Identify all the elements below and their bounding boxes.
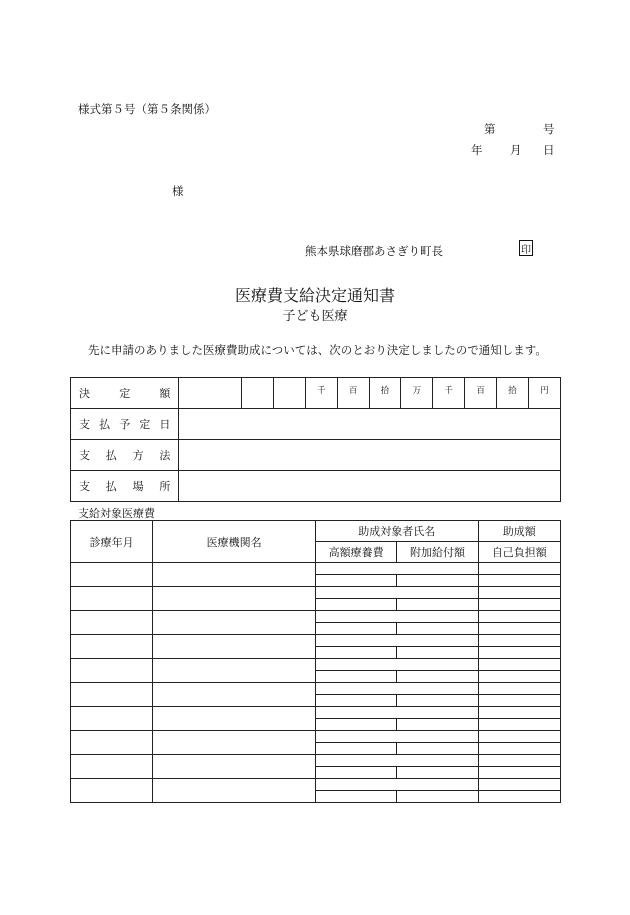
detail-additional-cell[interactable] — [397, 623, 478, 635]
amount-unit[interactable]: 百 — [465, 378, 497, 409]
details-body — [71, 563, 561, 803]
amount-unit[interactable]: 千 — [433, 378, 465, 409]
detail-recipient-cell[interactable] — [315, 563, 478, 575]
detail-institution-cell[interactable] — [153, 683, 316, 707]
detail-subsidy-cell[interactable] — [478, 563, 560, 575]
payment-method-value[interactable] — [179, 440, 561, 471]
detail-high-cost-cell[interactable] — [315, 575, 396, 587]
detail-high-cost-cell[interactable] — [315, 719, 396, 731]
detail-recipient-cell[interactable] — [315, 731, 478, 743]
decision-table — [70, 377, 561, 502]
amount-label: 決定額 — [71, 378, 179, 409]
detail-recipient-cell[interactable] — [315, 755, 478, 767]
detail-self-pay-cell[interactable] — [478, 623, 560, 635]
detail-high-cost-cell[interactable] — [315, 767, 396, 779]
detail-subsidy-cell[interactable] — [478, 611, 560, 623]
payment-method-label: 支払方法 — [71, 440, 179, 471]
detail-date-cell[interactable] — [71, 683, 153, 707]
amount-unit[interactable]: 拾 — [369, 378, 401, 409]
detail-row — [71, 755, 561, 767]
detail-recipient-cell[interactable] — [315, 635, 478, 647]
payment-method-row — [71, 440, 561, 471]
details-header-row — [71, 521, 561, 542]
detail-institution-cell[interactable] — [153, 779, 316, 803]
detail-self-pay-cell[interactable] — [478, 791, 560, 803]
document-subtitle: 子ども医療 — [282, 309, 348, 324]
detail-row — [71, 707, 561, 719]
form-number: 様式第５号（第５条関係） — [78, 102, 216, 116]
detail-institution-cell[interactable] — [153, 563, 316, 587]
detail-subsidy-cell[interactable] — [478, 779, 560, 791]
detail-row — [71, 683, 561, 695]
payment-place-value[interactable] — [179, 471, 561, 502]
detail-subsidy-cell[interactable] — [478, 635, 560, 647]
detail-subsidy-cell[interactable] — [478, 659, 560, 671]
detail-subsidy-cell[interactable] — [478, 707, 560, 719]
detail-self-pay-cell[interactable] — [478, 719, 560, 731]
detail-high-cost-cell[interactable] — [315, 743, 396, 755]
detail-additional-cell[interactable] — [397, 575, 478, 587]
detail-recipient-cell[interactable] — [315, 659, 478, 671]
amount-unit[interactable]: 拾 — [497, 378, 529, 409]
intro-text: 先に申請のありました医療費助成については、次のとおり決定しましたので通知します。 — [88, 343, 547, 357]
detail-institution-cell[interactable] — [153, 587, 316, 611]
amount-unit[interactable]: 百 — [337, 378, 369, 409]
detail-high-cost-cell[interactable] — [315, 623, 396, 635]
detail-high-cost-cell[interactable] — [315, 647, 396, 659]
detail-self-pay-cell[interactable] — [478, 575, 560, 587]
details-table — [70, 520, 561, 803]
col-date-header: 診療年月 — [71, 521, 153, 563]
col-recipient-header: 助成対象者氏名 — [315, 521, 478, 542]
detail-high-cost-cell[interactable] — [315, 671, 396, 683]
payment-place-row — [71, 471, 561, 502]
detail-additional-cell[interactable] — [397, 647, 478, 659]
amount-row — [71, 378, 561, 409]
detail-recipient-cell[interactable] — [315, 707, 478, 719]
amount-cell-blank[interactable] — [179, 378, 242, 409]
col-institution-header: 医療機関名 — [153, 521, 316, 563]
addressee-suffix: 様 — [172, 184, 184, 198]
detail-high-cost-cell[interactable] — [315, 599, 396, 611]
amount-unit[interactable]: 万 — [401, 378, 433, 409]
col-high-cost-header: 高額療養費 — [315, 542, 396, 563]
detail-date-cell[interactable] — [71, 779, 153, 803]
detail-self-pay-cell[interactable] — [478, 599, 560, 611]
col-subsidy-header: 助成額 — [478, 521, 560, 542]
payment-place-label: 支払場所 — [71, 471, 179, 502]
detail-row — [71, 587, 561, 599]
detail-date-cell[interactable] — [71, 611, 153, 635]
detail-subsidy-cell[interactable] — [478, 587, 560, 599]
detail-institution-cell[interactable] — [153, 611, 316, 635]
detail-additional-cell[interactable] — [397, 743, 478, 755]
seal-mark: 印 — [519, 240, 533, 256]
issuer: 熊本県球磨郡あさぎり町長 — [305, 244, 443, 258]
detail-additional-cell[interactable] — [397, 695, 478, 707]
detail-recipient-cell[interactable] — [315, 779, 478, 791]
detail-institution-cell[interactable] — [153, 635, 316, 659]
number-gou: 号 — [543, 122, 555, 136]
detail-subsidy-cell[interactable] — [478, 731, 560, 743]
detail-institution-cell[interactable] — [153, 707, 316, 731]
number-dai: 第 — [484, 122, 496, 136]
detail-row — [71, 563, 561, 575]
date-month: 月 — [510, 143, 522, 157]
detail-row — [71, 611, 561, 623]
detail-subsidy-cell[interactable] — [478, 755, 560, 767]
col-self-pay-header: 自己負担額 — [478, 542, 560, 563]
detail-date-cell[interactable] — [71, 659, 153, 683]
detail-additional-cell[interactable] — [397, 767, 478, 779]
details-section-title: 支給対象医療費 — [78, 507, 155, 520]
detail-self-pay-cell[interactable] — [478, 671, 560, 683]
amount-unit[interactable]: 千 — [305, 378, 337, 409]
detail-date-cell[interactable] — [71, 707, 153, 731]
detail-recipient-cell[interactable] — [315, 683, 478, 695]
detail-recipient-cell[interactable] — [315, 587, 478, 599]
document-title: 医療費支給決定通知書 — [234, 286, 395, 305]
detail-self-pay-cell[interactable] — [478, 695, 560, 707]
payment-date-value[interactable] — [179, 409, 561, 440]
detail-row — [71, 635, 561, 647]
detail-date-cell[interactable] — [71, 587, 153, 611]
payment-date-row — [71, 409, 561, 440]
detail-subsidy-cell[interactable] — [478, 683, 560, 695]
detail-date-cell[interactable] — [71, 635, 153, 659]
amount-unit[interactable]: 円 — [528, 378, 560, 409]
detail-date-cell[interactable] — [71, 755, 153, 779]
detail-additional-cell[interactable] — [397, 791, 478, 803]
detail-institution-cell[interactable] — [153, 731, 316, 755]
payment-date-label: 支払予定日 — [71, 409, 179, 440]
date-year: 年 — [471, 143, 483, 157]
detail-date-cell[interactable] — [71, 563, 153, 587]
detail-self-pay-cell[interactable] — [478, 743, 560, 755]
detail-row — [71, 659, 561, 671]
amount-cell-blank[interactable] — [242, 378, 274, 409]
detail-row — [71, 731, 561, 743]
col-additional-header: 附加給付額 — [397, 542, 478, 563]
detail-additional-cell[interactable] — [397, 599, 478, 611]
detail-date-cell[interactable] — [71, 731, 153, 755]
detail-high-cost-cell[interactable] — [315, 695, 396, 707]
detail-institution-cell[interactable] — [153, 755, 316, 779]
amount-cell-blank[interactable] — [273, 378, 305, 409]
detail-additional-cell[interactable] — [397, 671, 478, 683]
detail-row — [71, 779, 561, 791]
detail-institution-cell[interactable] — [153, 659, 316, 683]
detail-recipient-cell[interactable] — [315, 611, 478, 623]
date-day: 日 — [543, 143, 555, 157]
detail-additional-cell[interactable] — [397, 719, 478, 731]
detail-self-pay-cell[interactable] — [478, 647, 560, 659]
detail-high-cost-cell[interactable] — [315, 791, 396, 803]
detail-self-pay-cell[interactable] — [478, 767, 560, 779]
